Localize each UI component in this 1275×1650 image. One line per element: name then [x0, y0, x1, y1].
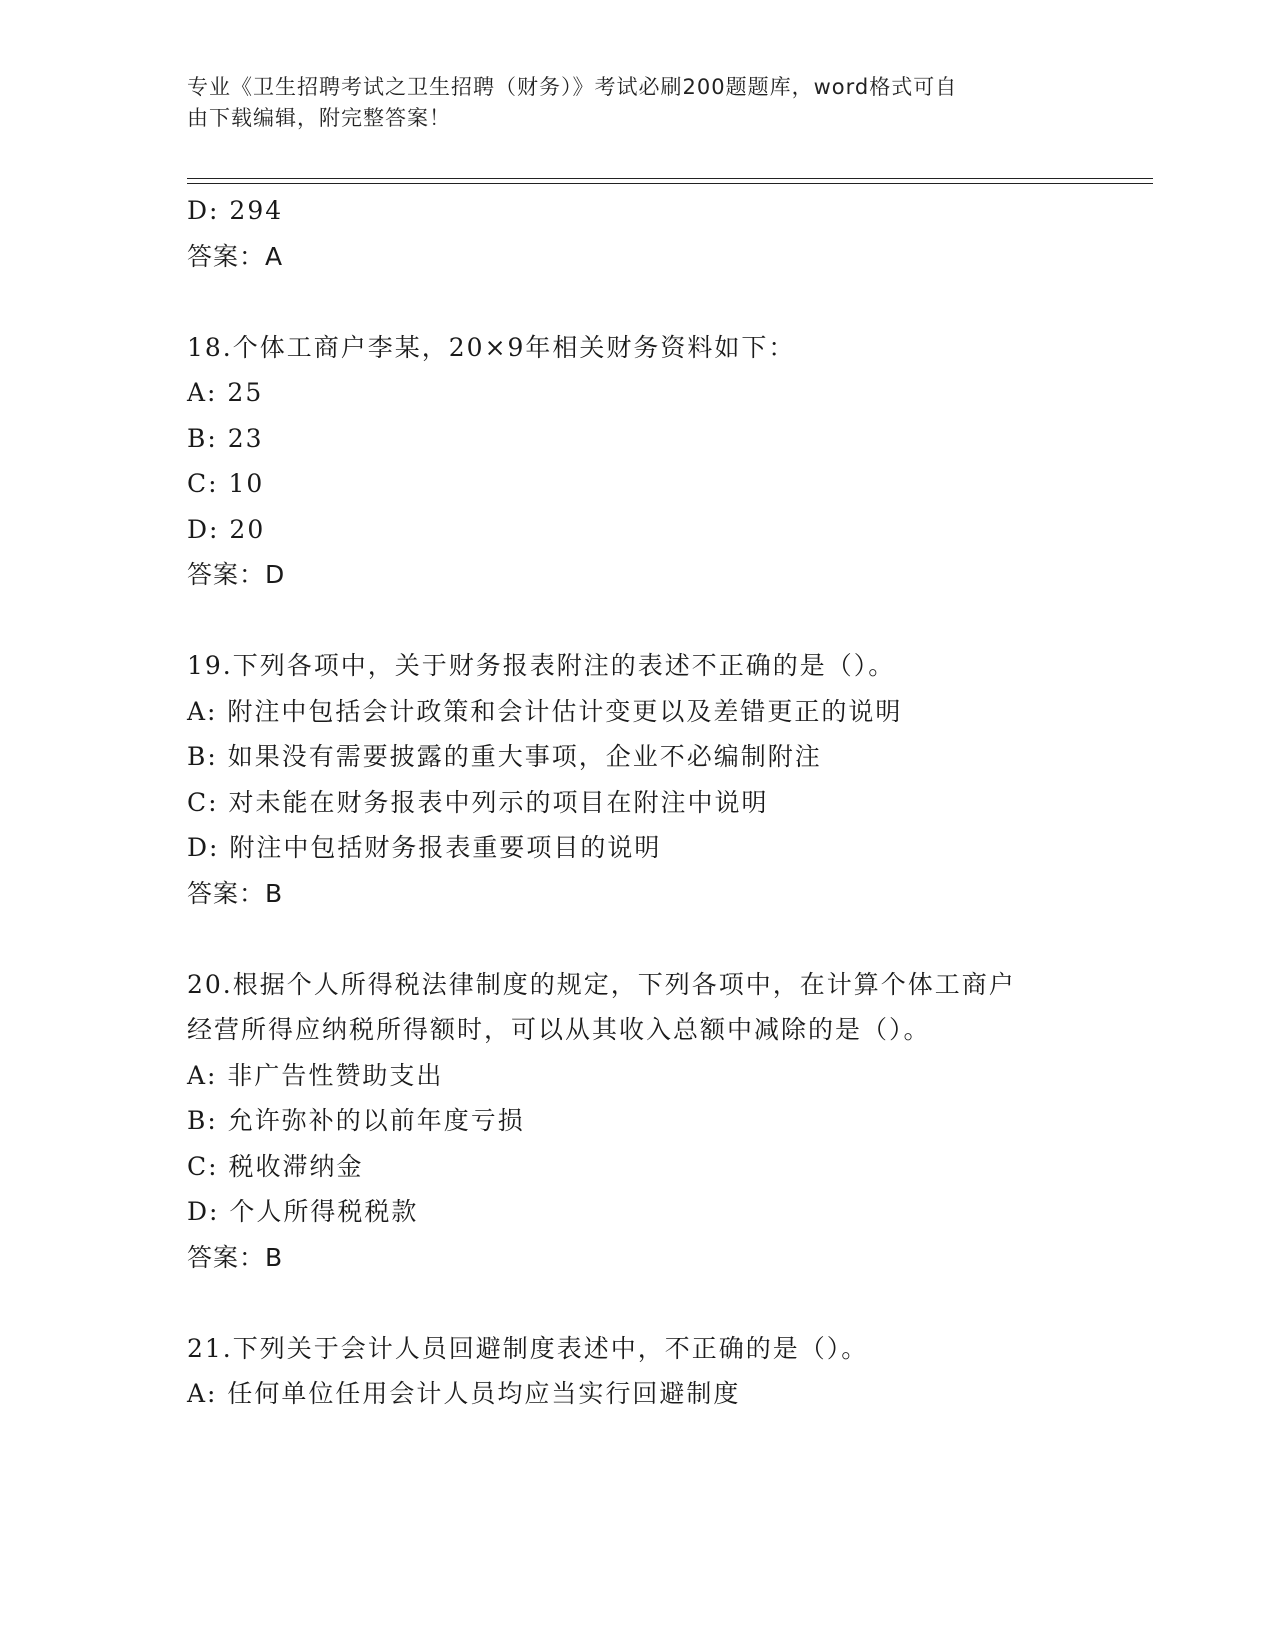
option-a: A: 非广告性赞助支出	[187, 1060, 444, 1090]
answer-line: 答案：B	[187, 878, 284, 908]
option-b: B: 允许弥补的以前年度亏损	[187, 1106, 525, 1135]
option-a: A: 任何单位任用会计人员均应当实行回避制度	[187, 1379, 741, 1408]
question-block-21	[187, 1326, 1127, 1417]
question-block-19	[187, 643, 1127, 916]
answer-line: 答案：D	[187, 560, 286, 589]
option-b: B: 如果没有需要披露的重大事项，企业不必编制附注	[187, 742, 822, 771]
question-stem: 19.下列各项中，关于财务报表附注的表述不正确的是（）。	[187, 651, 896, 680]
header-divider-top	[187, 178, 1153, 179]
question-list	[187, 188, 1127, 1417]
option-a: A: 附注中包括会计政策和会计估计变更以及差错更正的说明	[187, 696, 903, 726]
question-stem-line-1: 20.根据个人所得税法律制度的规定，下列各项中，在计算个体工商户	[187, 969, 1016, 999]
question-stem-line-2: 经营所得应纳税所得额时，可以从其收入总额中减除的是（）。	[187, 1015, 931, 1044]
spacer	[187, 598, 1127, 644]
spacer	[187, 916, 1127, 962]
option-d: D: 个人所得税税款	[187, 1197, 419, 1226]
question-stem: 18.个体工商户李某，20×9年相关财务资料如下：	[187, 332, 796, 362]
option-c: C: 对未能在财务报表中列示的项目在附注中说明	[187, 787, 769, 817]
answer-line: 答案：B	[187, 1242, 284, 1272]
answer-line: 答案：A	[187, 241, 284, 271]
option-b: B: 23	[187, 423, 264, 453]
option-d: D: 附注中包括财务报表重要项目的说明	[187, 833, 662, 862]
question-block-prev	[187, 188, 1127, 279]
header-line-2: 由下载编辑，附完整答案！	[187, 106, 451, 130]
header-divider-bottom	[187, 183, 1153, 184]
document-header	[187, 72, 1067, 134]
question-stem: 21.下列关于会计人员回避制度表述中，不正确的是（）。	[187, 1333, 869, 1363]
spacer	[187, 279, 1127, 325]
option-d: D: 294	[187, 196, 284, 225]
option-d: D: 20	[187, 514, 266, 544]
option-c: C: 10	[187, 469, 265, 498]
option-c: C: 税收滞纳金	[187, 1151, 364, 1181]
question-block-20	[187, 962, 1127, 1281]
question-block-18	[187, 325, 1127, 598]
spacer	[187, 1280, 1127, 1326]
option-a: A: 25	[187, 378, 264, 407]
header-line-1: 专业《卫生招聘考试之卫生招聘（财务）》考试必刷200题题库，word格式可自	[187, 75, 958, 99]
